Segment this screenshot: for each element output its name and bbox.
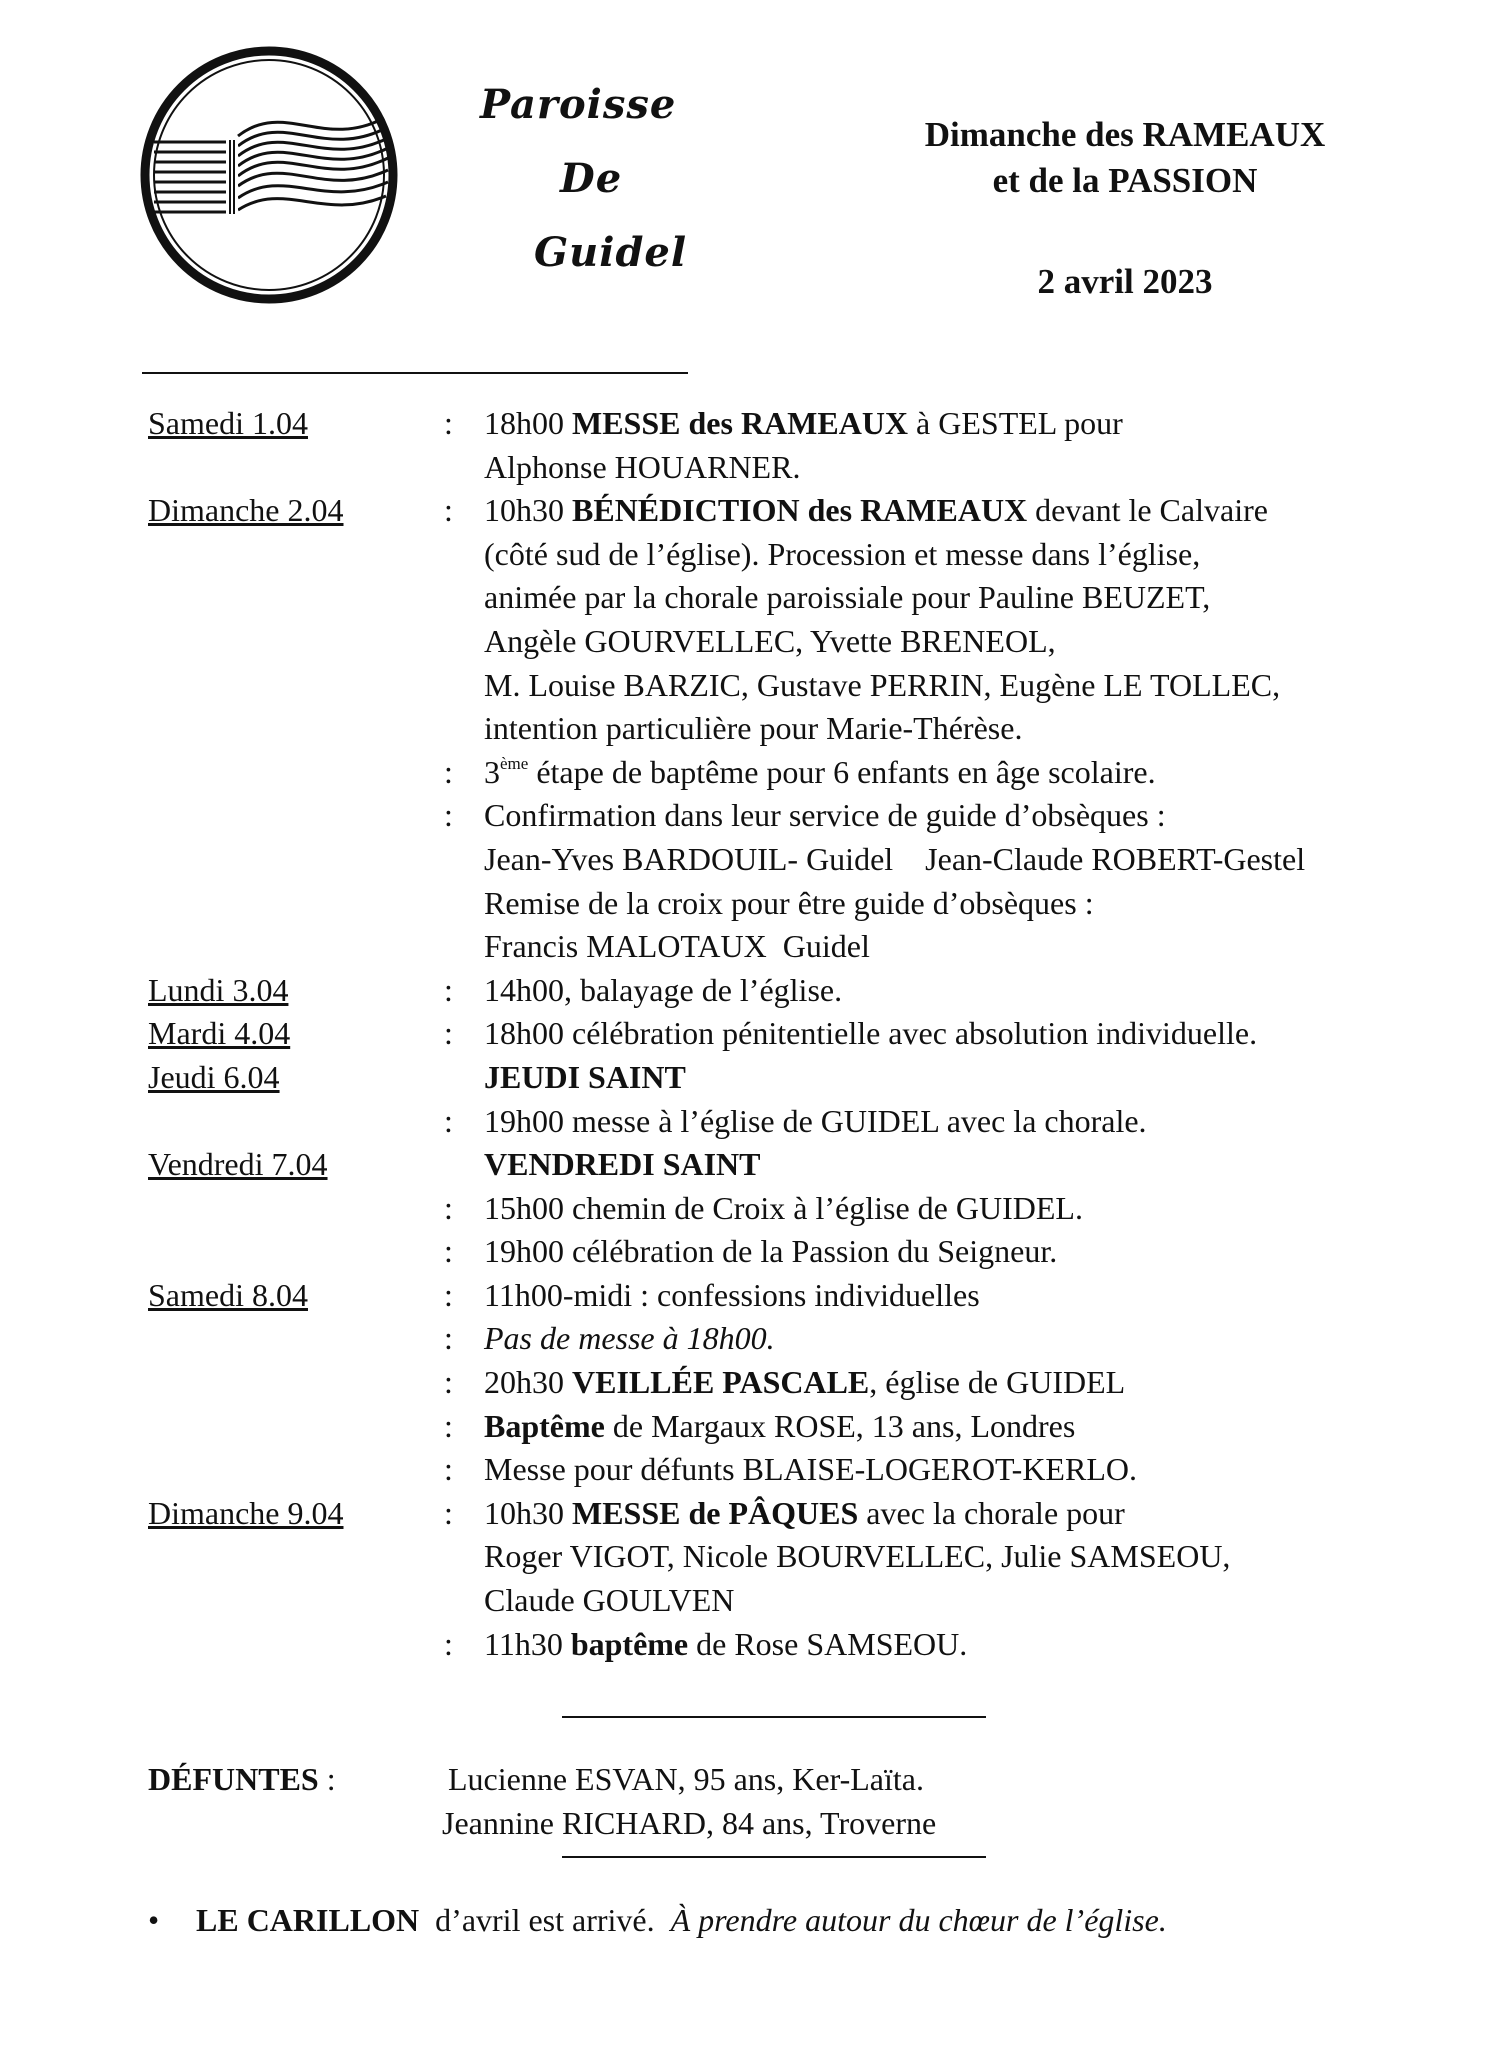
schedule-text — [464, 1623, 1478, 1667]
divider — [562, 1716, 986, 1718]
deceased-name: Lucienne ESVAN, 95 ans, Ker-Laïta. — [448, 1761, 924, 1797]
title-line: Dimanche des RAMEAUX — [924, 115, 1326, 154]
emphasis-text: Baptême — [484, 1407, 605, 1444]
deceased-label: DÉFUNTES : — [148, 1761, 336, 1797]
schedule-colon: : — [444, 1451, 453, 1488]
schedule-row — [148, 1100, 1478, 1144]
schedule-text-part: M. Louise BARZIC, Gustave PERRIN, Eugène LE TOLLEC, — [484, 666, 1281, 703]
schedule-row — [148, 446, 1478, 490]
schedule-day — [148, 1187, 444, 1231]
schedule-text — [464, 1100, 1478, 1144]
parish-logo — [134, 40, 404, 310]
schedule-colon — [444, 446, 464, 490]
schedule-text-part: Confirmation dans leur service de guide d’obsèques : — [484, 797, 1166, 834]
schedule — [148, 402, 1478, 1666]
schedule-day — [148, 1361, 444, 1405]
schedule-colon: : — [444, 971, 453, 1008]
schedule-text-part: 20h30 — [484, 1364, 572, 1401]
schedule-text — [464, 620, 1478, 664]
schedule-row — [148, 1492, 1478, 1536]
divider — [142, 372, 688, 374]
schedule-text — [464, 707, 1478, 751]
schedule-colon — [444, 533, 464, 577]
schedule-day — [148, 1579, 444, 1623]
carillon-italic: À prendre autour du chœur de l’église. — [670, 1902, 1167, 1938]
schedule-row — [148, 1317, 1478, 1361]
schedule-colon: : — [444, 405, 453, 441]
schedule-text-part: ème — [500, 753, 529, 773]
schedule-day — [148, 882, 444, 926]
brand-line: Guidel — [534, 229, 688, 276]
schedule-text — [464, 533, 1478, 577]
schedule-day — [148, 1100, 444, 1144]
schedule-text-part: 18h00 — [484, 405, 572, 441]
schedule-text-part: Roger VIGOT, Nicole BOURVELLEC, Julie SAMSEOU, — [484, 1538, 1231, 1575]
schedule-day — [148, 446, 444, 490]
schedule-row — [148, 489, 1478, 533]
schedule-colon: : — [444, 1102, 453, 1139]
emphasis-text: MESSE de PÂQUES — [572, 1494, 859, 1531]
schedule-colon: : — [444, 1320, 453, 1357]
schedule-text-part: Pas de messe à 18h00. — [484, 1320, 775, 1357]
schedule-text — [464, 969, 1478, 1013]
schedule-colon — [444, 664, 464, 708]
schedule-text-part: intention particulière pour Marie-Thérèse. — [484, 710, 1023, 747]
schedule-row — [148, 794, 1478, 838]
schedule-text — [464, 1492, 1478, 1536]
schedule-text — [464, 1535, 1478, 1579]
schedule-day: Vendredi 7.04 — [148, 1146, 328, 1183]
schedule-row — [148, 576, 1478, 620]
schedule-day — [148, 794, 444, 838]
carillon-notice — [148, 1898, 1167, 1942]
schedule-colon: : — [444, 1407, 453, 1444]
schedule-colon: : — [444, 1189, 453, 1226]
schedule-text — [464, 1361, 1478, 1405]
schedule-text-part: étape de baptême pour 6 enfants en âge scolaire. — [528, 753, 1156, 790]
schedule-text-part: animée par la chorale paroissiale pour Pauline BEUZET, — [484, 579, 1211, 616]
page-title — [860, 112, 1390, 204]
schedule-row — [148, 533, 1478, 577]
schedule-colon: : — [444, 1015, 453, 1052]
schedule-text — [464, 489, 1478, 533]
schedule-text — [464, 1317, 1478, 1361]
schedule-text-part: Messe pour défunts BLAISE-LOGEROT-KERLO. — [484, 1451, 1137, 1488]
schedule-text — [464, 402, 1478, 446]
schedule-row — [148, 1535, 1478, 1579]
schedule-text-part: 11h00-midi : confessions individuelles — [484, 1276, 980, 1313]
schedule-text — [464, 751, 1478, 795]
schedule-row — [148, 1623, 1478, 1667]
schedule-colon — [444, 882, 464, 926]
schedule-day — [148, 1230, 444, 1274]
divider — [562, 1856, 986, 1858]
schedule-colon — [444, 1056, 464, 1100]
schedule-day: Dimanche 2.04 — [148, 492, 344, 529]
schedule-day — [148, 1623, 444, 1667]
schedule-text-part: 10h30 — [484, 1494, 572, 1531]
schedule-day — [148, 1535, 444, 1579]
schedule-day — [148, 1448, 444, 1492]
schedule-row — [148, 402, 1478, 446]
schedule-row — [148, 707, 1478, 751]
schedule-day — [148, 576, 444, 620]
schedule-text — [464, 1579, 1478, 1623]
schedule-colon — [444, 707, 464, 751]
schedule-row — [148, 1187, 1478, 1231]
schedule-day: Dimanche 9.04 — [148, 1494, 344, 1531]
schedule-colon: : — [444, 1276, 453, 1313]
schedule-text-part: 18h00 célébration pénitentielle avec absolution individuelle. — [484, 1015, 1258, 1052]
schedule-text — [464, 1274, 1478, 1318]
schedule-colon: : — [444, 1364, 453, 1401]
schedule-text — [464, 576, 1478, 620]
emphasis-text: BÉNÉDICTION des RAMEAUX — [572, 492, 1028, 529]
schedule-text-part: 14h00, balayage de l’église. — [484, 971, 843, 1008]
schedule-text — [464, 1230, 1478, 1274]
schedule-row — [148, 882, 1478, 926]
schedule-text — [464, 664, 1478, 708]
emphasis-text: VEILLÉE PASCALE — [572, 1364, 870, 1401]
schedule-row — [148, 1405, 1478, 1449]
schedule-day — [148, 751, 444, 795]
schedule-colon — [444, 1535, 464, 1579]
schedule-colon — [444, 576, 464, 620]
schedule-colon: : — [444, 1494, 453, 1531]
schedule-text — [464, 1143, 1478, 1187]
schedule-text-part: Claude GOULVEN — [484, 1582, 735, 1619]
schedule-day — [148, 925, 444, 969]
schedule-text-part: 15h00 chemin de Croix à l’église de GUIDEL. — [484, 1189, 1083, 1226]
schedule-text — [464, 794, 1478, 838]
schedule-day: Samedi 8.04 — [148, 1276, 308, 1313]
schedule-text-part: 10h30 — [484, 492, 572, 529]
schedule-row — [148, 1579, 1478, 1623]
brand-line: De — [560, 155, 623, 202]
schedule-text — [464, 1448, 1478, 1492]
schedule-day — [148, 838, 444, 882]
schedule-text-part: à GESTEL pour — [908, 405, 1123, 441]
schedule-text-part: (côté sud de l’église). Procession et messe dans l’église, — [484, 535, 1201, 572]
schedule-text — [464, 925, 1478, 969]
schedule-row — [148, 1230, 1478, 1274]
carillon-title: LE CARILLON — [196, 1902, 420, 1938]
schedule-row — [148, 838, 1478, 882]
schedule-row — [148, 925, 1478, 969]
schedule-colon — [444, 925, 464, 969]
schedule-text-part: Francis MALOTAUX Guidel — [484, 928, 870, 965]
bulletin-date: 2 avril 2023 — [1037, 262, 1213, 301]
schedule-day — [148, 664, 444, 708]
carillon-text: d’avril est arrivé. — [419, 1902, 671, 1938]
schedule-day: Jeudi 6.04 — [148, 1058, 280, 1095]
schedule-row — [148, 1448, 1478, 1492]
schedule-day — [148, 707, 444, 751]
schedule-text-part: Alphonse HOUARNER. — [484, 448, 801, 485]
schedule-text — [464, 446, 1478, 490]
schedule-text — [464, 1012, 1478, 1056]
schedule-text-part: 19h00 célébration de la Passion du Seigneur. — [484, 1233, 1058, 1270]
schedule-text — [464, 1056, 1478, 1100]
schedule-text-part: Jean-Yves BARDOUIL- Guidel Jean-Claude ROBERT-Gestel — [484, 840, 1306, 877]
deceased-name: Jeannine RICHARD, 84 ans, Troverne — [442, 1804, 937, 1841]
schedule-day — [148, 533, 444, 577]
schedule-colon — [444, 838, 464, 882]
schedule-row — [148, 1012, 1478, 1056]
schedule-row — [148, 1056, 1478, 1100]
schedule-day — [148, 620, 444, 664]
schedule-text-part: avec la chorale pour — [858, 1494, 1125, 1531]
schedule-row — [148, 969, 1478, 1013]
schedule-text-part: 11h30 — [484, 1625, 571, 1662]
schedule-day: Mardi 4.04 — [148, 1015, 291, 1052]
schedule-colon — [444, 620, 464, 664]
brand-line: Paroisse — [480, 81, 677, 128]
schedule-text — [464, 1187, 1478, 1231]
schedule-day — [148, 1317, 444, 1361]
emphasis-text: JEUDI SAINT — [484, 1058, 686, 1095]
schedule-colon: : — [444, 753, 453, 790]
schedule-row — [148, 664, 1478, 708]
schedule-text — [464, 838, 1478, 882]
schedule-colon — [444, 1579, 464, 1623]
parish-name — [480, 68, 720, 290]
schedule-row — [148, 1143, 1478, 1187]
schedule-text-part: 19h00 messe à l’église de GUIDEL avec la chorale. — [484, 1102, 1147, 1139]
bullet: • — [148, 1902, 160, 1938]
schedule-text-part: 3 — [484, 753, 500, 790]
schedule-text-part: devant le Calvaire — [1027, 492, 1268, 529]
schedule-day: Samedi 1.04 — [148, 405, 308, 441]
title-line: et de la PASSION — [992, 161, 1258, 200]
schedule-row — [148, 1361, 1478, 1405]
emphasis-text: MESSE des RAMEAUX — [572, 405, 909, 441]
schedule-text-part: de Rose SAMSEOU. — [688, 1625, 968, 1662]
schedule-colon: : — [444, 1233, 453, 1270]
schedule-colon — [444, 1143, 464, 1187]
emphasis-text: VENDREDI SAINT — [484, 1146, 761, 1183]
schedule-row — [148, 620, 1478, 664]
schedule-text — [464, 882, 1478, 926]
schedule-row — [148, 751, 1478, 795]
schedule-colon: : — [444, 797, 453, 834]
schedule-colon: : — [444, 1625, 453, 1662]
schedule-text-part: de Margaux ROSE, 13 ans, Londres — [604, 1407, 1076, 1444]
schedule-day — [148, 1405, 444, 1449]
schedule-text — [464, 1405, 1478, 1449]
schedule-text-part: Angèle GOURVELLEC, Yvette BRENEOL, — [484, 622, 1056, 659]
schedule-day: Lundi 3.04 — [148, 971, 289, 1008]
schedule-text-part: , église de GUIDEL — [869, 1364, 1126, 1401]
schedule-text-part: Remise de la croix pour être guide d’obsèques : — [484, 884, 1094, 921]
schedule-colon: : — [444, 492, 453, 529]
emphasis-text: baptême — [570, 1625, 689, 1662]
schedule-row — [148, 1274, 1478, 1318]
